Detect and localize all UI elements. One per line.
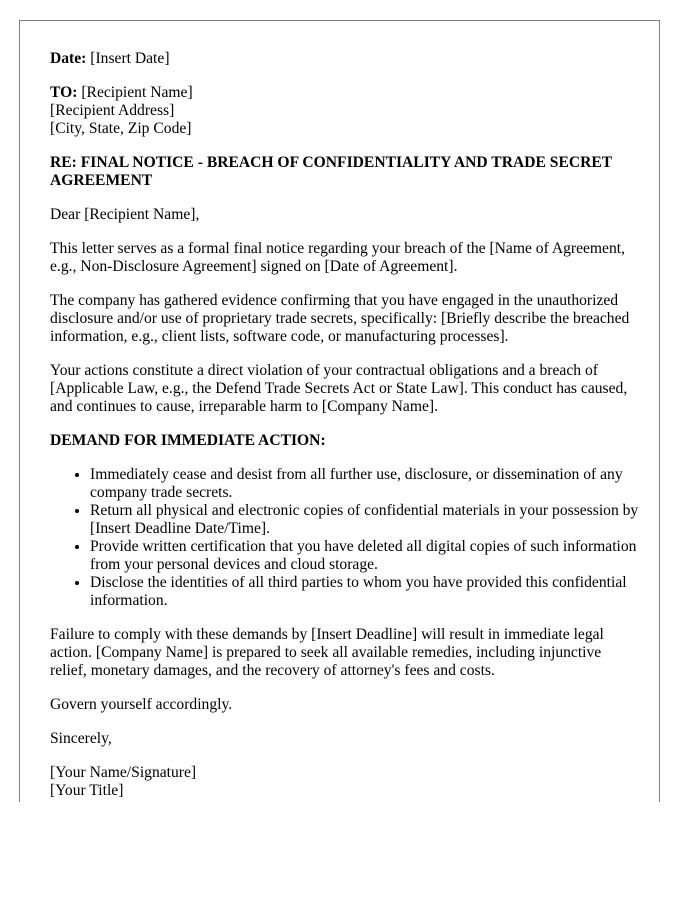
closing: Sincerely, (50, 730, 112, 747)
date-value: [Insert Date] (90, 50, 170, 67)
consequence-paragraph: Failure to comply with these demands by [Insert Deadline] will result in immediate legal action. [Company Name] is prepared to seek all available remedies, including injunctive relief, monetary damages, and the recovery of attorney's fees and costs. (50, 626, 604, 679)
salutation: Dear [Recipient Name], (50, 206, 200, 223)
recipient-name-line (50, 84, 640, 102)
date-line (50, 50, 640, 68)
recipient-city-state-zip: [City, State, Zip Code] (50, 120, 192, 137)
closing-statement: Govern yourself accordingly. (50, 696, 233, 713)
body-paragraph-1: This letter serves as a formal final notice regarding your breach of the [Name of Agreement, e.g., Non-Disclosure Agreement] signed on [Date of Agreement]. (50, 240, 626, 275)
demand-item: • Disclose the identities of all third parties to whom you have provided this confidential information. (90, 574, 640, 610)
demand-list (50, 466, 640, 610)
letter-body (50, 50, 640, 800)
recipient-address: [Recipient Address] (50, 102, 175, 119)
letter-page (19, 20, 660, 802)
signature-title: [Your Title] (50, 782, 124, 799)
date-label: Date: (50, 50, 87, 67)
to-label: TO: (50, 84, 78, 101)
demand-item: • Provide written certification that you have deleted all digital copies of such information from your personal devices and cloud storage. (90, 538, 640, 574)
recipient-name: [Recipient Name] (81, 84, 193, 101)
demand-heading: DEMAND FOR IMMEDIATE ACTION: (50, 432, 326, 449)
recipient-block (50, 84, 640, 138)
subject-line: RE: FINAL NOTICE - BREACH OF CONFIDENTIALITY AND TRADE SECRET AGREEMENT (50, 154, 612, 189)
demand-item: • Immediately cease and desist from all further use, disclosure, or dissemination of any company trade secrets. (90, 466, 640, 502)
signature-block (50, 764, 640, 800)
demand-item: • Return all physical and electronic copies of confidential materials in your possession by [Insert Deadline Date/Time]. (90, 502, 640, 538)
signature-name: [Your Name/Signature] (50, 764, 197, 781)
body-paragraph-3: Your actions constitute a direct violation of your contractual obligations and a breach of [Applicable Law, e.g., the Defend Trade Secrets Act or State Law]. This conduct has caused, and continues to cause, irreparable harm to [Company Name]. (50, 362, 628, 415)
body-paragraph-2: The company has gathered evidence confirming that you have engaged in the unauthorized disclosure and/or use of proprietary trade secrets, specifically: [Briefly describe the breached information, e.g., client lists, software code, or manufacturing processes]. (50, 292, 630, 345)
